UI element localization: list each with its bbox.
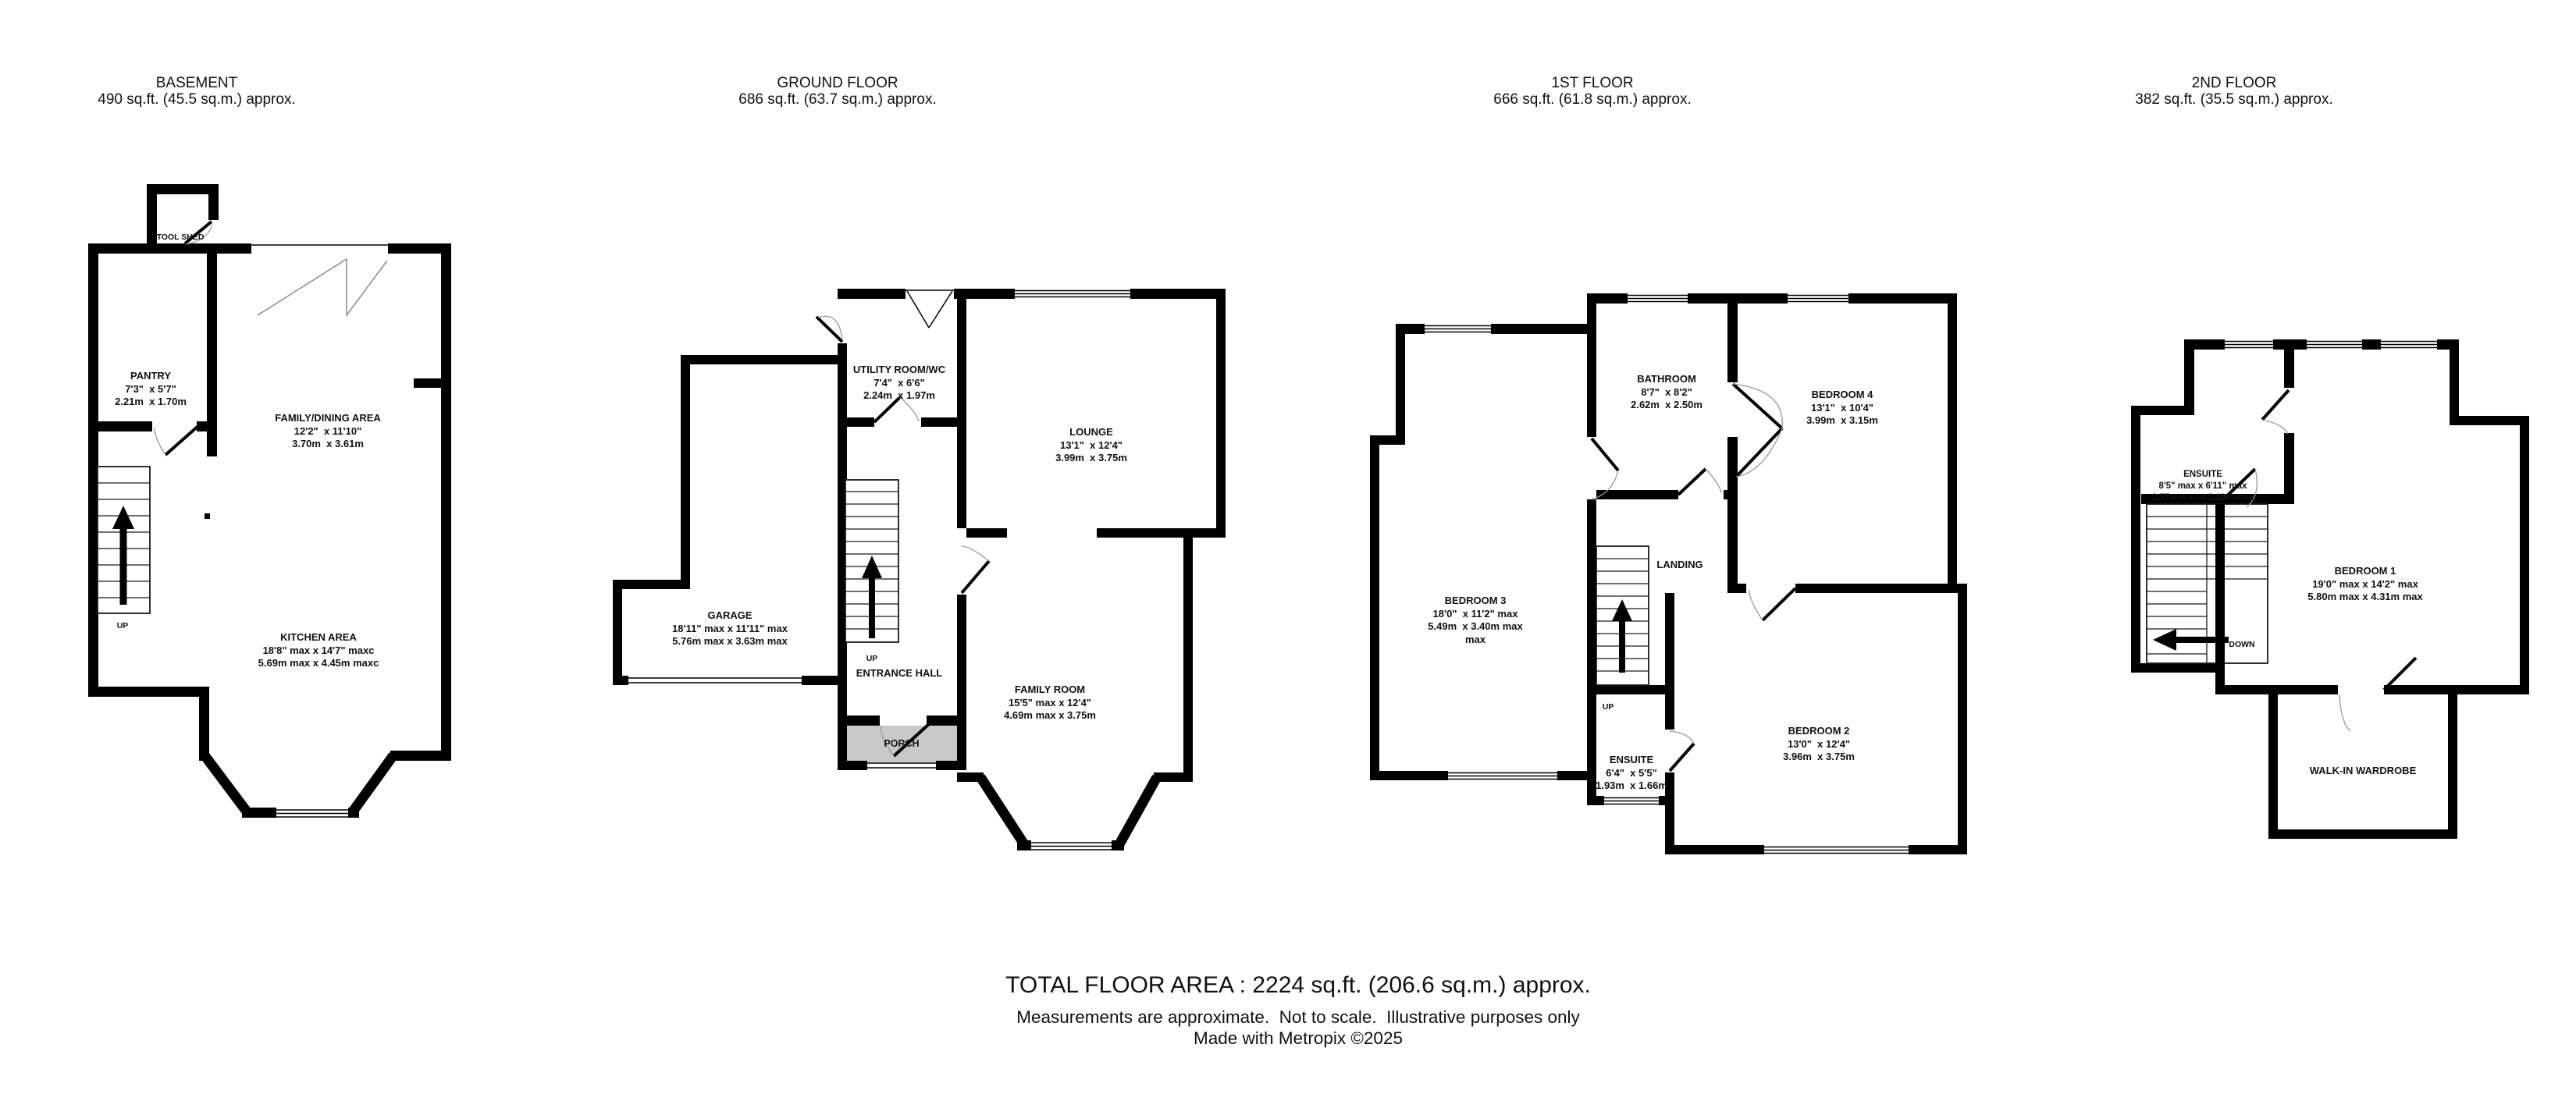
room-label-bedroom4: BEDROOM 4 13'1" x 10'4" 3.99m x 3.15m <box>1806 389 1878 426</box>
bedroom2-window <box>1764 847 1909 854</box>
room-label-ensuite-second: ENSUITE 8'5" max x 6'11" max 2.57m max x 2.10m max <box>2151 470 2254 502</box>
stairs-label-up-first: UP <box>1602 702 1614 712</box>
bedroom3-window-bottom <box>1448 773 1557 779</box>
total-floor-area: TOTAL FLOOR AREA : 2224 sq.ft. (206.6 sq.m.) approx. <box>1005 972 1591 998</box>
room-label-walk-in-wardrobe: WALK-IN WARDROBE <box>2309 765 2417 776</box>
door-leaves <box>165 222 212 455</box>
door-arcs <box>155 225 212 455</box>
ground-floor-header: GROUND FLOOR 686 sq.ft. (63.7 sq.m.) approx. <box>738 75 937 108</box>
stairs <box>1596 546 1649 685</box>
room-label-porch: PORCH <box>884 738 920 749</box>
credit-text: Made with Metropix ©2025 <box>1194 1028 1403 1048</box>
utility-window <box>906 290 954 328</box>
room-label-utility: UTILITY ROOM/WC 7'4" x 6'6" 2.24m x 1.97m <box>852 364 946 401</box>
room-label-bedroom1: BEDROOM 1 19'0" max x 14'2" max 5.80m max x 4.31m max <box>2307 565 2423 602</box>
bedroom3-window-top <box>1425 326 1491 332</box>
stairs <box>98 467 150 613</box>
stairs-label-down-second: DOWN <box>2229 640 2255 649</box>
stairs-label-up-basement: UP <box>116 621 129 630</box>
stairs <box>845 480 898 642</box>
ensuite-window <box>1604 798 1659 804</box>
room-label-family-room: FAMILY ROOM 15'5" max x 12'4" 4.69m max x 3.75m <box>1004 684 1096 721</box>
room-label-lounge: LOUNGE 13'1" x 12'4" 3.99m x 3.75m <box>1055 426 1127 463</box>
second-floor-header: 2ND FLOOR 382 sq.ft. (35.5 sq.m.) approx. <box>2135 75 2333 108</box>
room-label-garage: GARAGE 18'11" max x 11'11" max 5.76m max x 3.63m max <box>672 609 788 647</box>
room-label-landing: LANDING <box>1656 559 1703 570</box>
room-label-pantry: PANTRY 7'3" x 5'7" 2.21m x 1.70m <box>115 370 187 407</box>
basement-header: BASEMENT 490 sq.ft. (45.5 sq.m.) approx. <box>98 75 296 108</box>
room-label-kitchen: KITCHEN AREA 18'8" max x 14'7" maxc 5.69m max x 4.45m maxc <box>258 631 379 669</box>
room-label-entrance-hall: ENTRANCE HALL <box>856 667 943 679</box>
room-label-bathroom: BATHROOM 8'7" x 8'2" 2.62m x 2.50m <box>1631 373 1703 410</box>
first-floor-header: 1ST FLOOR 666 sq.ft. (61.8 sq.m.) approx. <box>1493 75 1692 108</box>
windows-top <box>2225 342 2437 348</box>
porch-door <box>867 763 936 768</box>
room-label-family-dining: FAMILY/DINING AREA 12'2" x 11'10" 3.70m x 3.61m <box>275 412 381 449</box>
room-label-bedroom3: BEDROOM 3 18'0" x 11'2" max 5.49m x 3.40m max max <box>1428 595 1523 645</box>
bay-window <box>276 810 348 817</box>
lounge-window <box>1015 291 1130 297</box>
stairs-label-up-ground: UP <box>866 654 878 663</box>
basement-plan <box>88 184 451 818</box>
room-label-ensuite-first: ENSUITE 6'4" x 5'5" 1.93m x 1.66m <box>1596 754 1667 791</box>
family-bay-window <box>1031 843 1112 850</box>
disclaimer-text: Measurements are approximate. Not to scale. Illustrative purposes only <box>1016 1007 1580 1027</box>
garage-door <box>628 678 802 683</box>
open-plan-zigzag <box>258 259 387 315</box>
room-label-bedroom2: BEDROOM 2 13'0" x 12'4" 3.96m x 3.75m <box>1783 725 1855 762</box>
room-label-tool-shed: TOOL SHED <box>156 233 205 242</box>
